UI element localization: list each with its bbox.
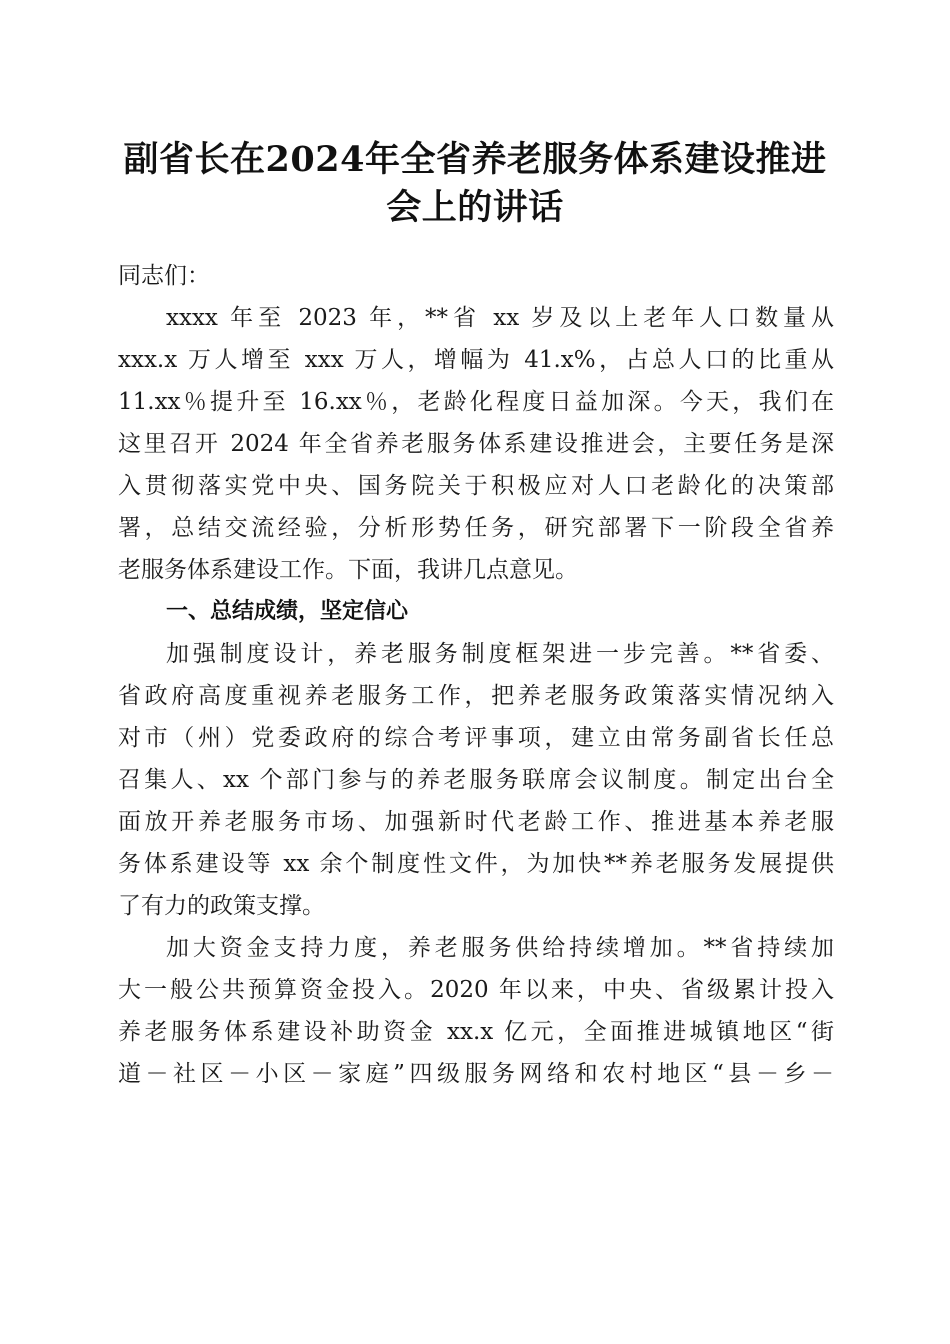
salutation: 同志们： [118, 263, 210, 289]
paragraph-line: 省政府高度重视养老服务工作，把养老服务政策落实情况纳入 [118, 683, 834, 709]
paragraph-2 [118, 633, 834, 927]
paragraph-line: 对市（州）党委政府的综合考评事项，建立由常务副省长任总 [118, 725, 834, 751]
paragraph-line: 11.xx％提升至 16.xx％，老龄化程度日益加深。今天，我们在 [118, 389, 834, 415]
paragraph-line: 大一般公共预算资金投入。2020 年以来，中央、省级累计投入 [118, 977, 834, 1003]
paragraph-line: 了有力的政策支撑。 [118, 893, 325, 919]
paragraph-line: 这里召开 2024 年全省养老服务体系建设推进会，主要任务是深 [118, 431, 834, 457]
paragraph-line: xxxx 年至 2023 年，**省 xx 岁及以上老年人口数量从 [166, 305, 834, 331]
paragraph-line: 加强制度设计，养老服务制度框架进一步完善。**省委、 [166, 641, 834, 667]
paragraph-line: 养老服务体系建设补助资金 xx.x 亿元，全面推进城镇地区“街 [118, 1019, 834, 1045]
paragraph-line: 召集人、xx 个部门参与的养老服务联席会议制度。制定出台全 [118, 767, 834, 793]
document-body [118, 255, 834, 1095]
paragraph-line: 署，总结交流经验，分析形势任务，研究部署下一阶段全省养 [118, 515, 834, 541]
paragraph-line: 道－社区－小区－家庭”四级服务网络和农村地区“县－乡－ [118, 1061, 834, 1087]
section-heading: 一、总结成绩，坚定信心 [166, 599, 409, 624]
document-title [100, 136, 850, 232]
title-line-2: 会上的讲话 [386, 187, 564, 228]
paragraph-line: 入贯彻落实党中央、国务院关于积极应对人口老龄化的决策部 [118, 473, 834, 499]
title-line-1: 副省长在2024年全省养老服务体系建设推进 [123, 139, 827, 180]
paragraph-line: 面放开养老服务市场、加强新时代老龄工作、推进基本养老服 [118, 809, 834, 835]
paragraph-1 [118, 297, 834, 591]
paragraph-line: 加大资金支持力度，养老服务供给持续增加。**省持续加 [166, 935, 834, 961]
paragraph-line: 务体系建设等 xx 余个制度性文件，为加快**养老服务发展提供 [118, 851, 834, 877]
paragraph-3 [118, 927, 834, 1095]
paragraph-line: 老服务体系建设工作。下面，我讲几点意见。 [118, 557, 578, 583]
paragraph-line: xxx.x 万人增至 xxx 万人，增幅为 41.x%，占总人口的比重从 [118, 347, 834, 373]
